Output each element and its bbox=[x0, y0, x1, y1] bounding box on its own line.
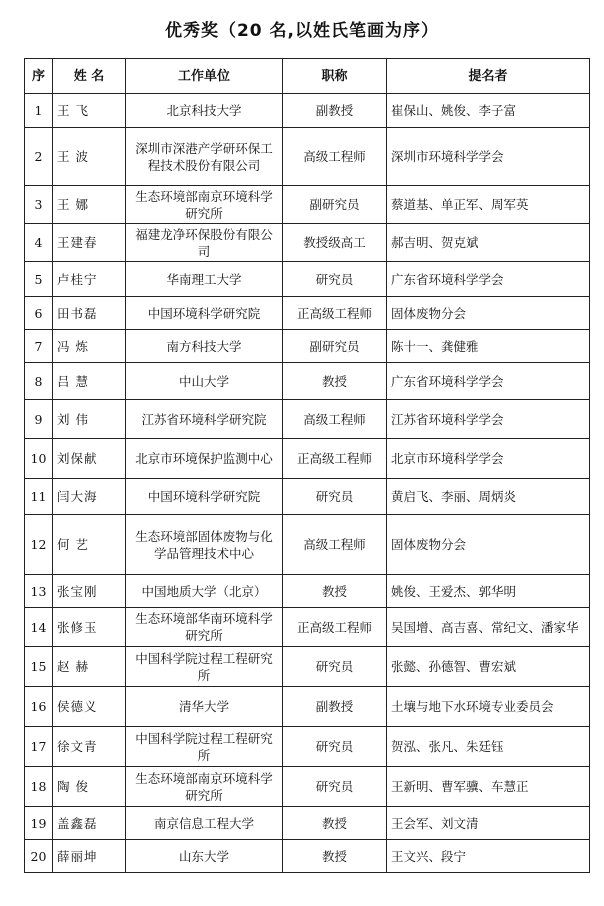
row-num: 13 bbox=[25, 575, 53, 608]
row-nominator: 贺泓、张凡、朱廷钰 bbox=[387, 727, 590, 767]
row-num: 14 bbox=[25, 608, 53, 647]
row-num: 3 bbox=[25, 186, 53, 224]
row-name: 卢桂宁 bbox=[53, 262, 126, 297]
row-org: 生态环境部南京环境科学研究所 bbox=[126, 767, 283, 807]
table-row bbox=[25, 224, 590, 262]
row-title: 正高级工程师 bbox=[283, 297, 387, 330]
row-num: 10 bbox=[25, 439, 53, 479]
row-name: 刘保献 bbox=[53, 439, 126, 479]
row-nominator: 深圳市环境科学学会 bbox=[387, 128, 590, 186]
row-org: 中国地质大学（北京） bbox=[126, 575, 283, 608]
row-nominator: 北京市环境科学学会 bbox=[387, 439, 590, 479]
row-title: 教授级高工 bbox=[283, 224, 387, 262]
row-org: 生态环境部南京环境科学研究所 bbox=[126, 186, 283, 224]
row-org: 山东大学 bbox=[126, 840, 283, 873]
row-num: 19 bbox=[25, 807, 53, 840]
row-num: 16 bbox=[25, 687, 53, 727]
row-name: 王 波 bbox=[53, 128, 126, 186]
row-title: 教授 bbox=[283, 363, 387, 400]
table-header-row bbox=[25, 59, 590, 94]
header-org: 工作单位 bbox=[126, 59, 283, 94]
row-title: 研究员 bbox=[283, 479, 387, 515]
row-title: 副研究员 bbox=[283, 186, 387, 224]
row-nominator: 郝吉明、贺克斌 bbox=[387, 224, 590, 262]
row-title: 副教授 bbox=[283, 687, 387, 727]
row-org: 北京科技大学 bbox=[126, 94, 283, 128]
table-row bbox=[25, 687, 590, 727]
row-num: 20 bbox=[25, 840, 53, 873]
row-org: 中国科学院过程工程研究所 bbox=[126, 647, 283, 687]
table-row bbox=[25, 363, 590, 400]
row-title: 研究员 bbox=[283, 727, 387, 767]
row-nominator: 张懿、孙德智、曹宏斌 bbox=[387, 647, 590, 687]
row-org: 生态环境部固体废物与化学品管理技术中心 bbox=[126, 515, 283, 575]
row-org: 华南理工大学 bbox=[126, 262, 283, 297]
row-org: 深圳市深港产学研环保工程技术股份有限公司 bbox=[126, 128, 283, 186]
row-title: 正高级工程师 bbox=[283, 439, 387, 479]
row-title: 高级工程师 bbox=[283, 515, 387, 575]
table-row bbox=[25, 515, 590, 575]
row-title: 副教授 bbox=[283, 94, 387, 128]
table-row bbox=[25, 400, 590, 439]
row-nominator: 陈十一、龚健雅 bbox=[387, 330, 590, 363]
row-title: 副研究员 bbox=[283, 330, 387, 363]
header-num: 序 bbox=[25, 59, 53, 94]
row-name: 何 艺 bbox=[53, 515, 126, 575]
row-num: 8 bbox=[25, 363, 53, 400]
table-row bbox=[25, 186, 590, 224]
row-org: 北京市环境保护监测中心 bbox=[126, 439, 283, 479]
header-name: 姓 名 bbox=[53, 59, 126, 94]
row-num: 9 bbox=[25, 400, 53, 439]
table-row bbox=[25, 767, 590, 807]
row-title: 教授 bbox=[283, 840, 387, 873]
row-nominator: 王会军、刘文清 bbox=[387, 807, 590, 840]
header-title: 职称 bbox=[283, 59, 387, 94]
table-row bbox=[25, 439, 590, 479]
row-name: 侯德义 bbox=[53, 687, 126, 727]
row-num: 15 bbox=[25, 647, 53, 687]
table-row bbox=[25, 647, 590, 687]
row-title: 教授 bbox=[283, 575, 387, 608]
row-num: 1 bbox=[25, 94, 53, 128]
row-title: 高级工程师 bbox=[283, 128, 387, 186]
award-table bbox=[24, 58, 590, 873]
row-name: 王建春 bbox=[53, 224, 126, 262]
row-name: 闫大海 bbox=[53, 479, 126, 515]
row-nominator: 王新明、曹军骥、车慧正 bbox=[387, 767, 590, 807]
row-num: 2 bbox=[25, 128, 53, 186]
row-num: 18 bbox=[25, 767, 53, 807]
row-org: 中国环境科学研究院 bbox=[126, 479, 283, 515]
row-title: 研究员 bbox=[283, 767, 387, 807]
row-nominator: 江苏省环境科学学会 bbox=[387, 400, 590, 439]
page-title: 优秀奖（20 名,以姓氏笔画为序） bbox=[164, 21, 440, 41]
row-num: 11 bbox=[25, 479, 53, 515]
row-nominator: 崔保山、姚俊、李子富 bbox=[387, 94, 590, 128]
row-nominator: 蔡道基、单正军、周军英 bbox=[387, 186, 590, 224]
row-nominator: 黄启飞、李丽、周炳炎 bbox=[387, 479, 590, 515]
row-name: 张宝刚 bbox=[53, 575, 126, 608]
row-name: 王 娜 bbox=[53, 186, 126, 224]
row-org: 中山大学 bbox=[126, 363, 283, 400]
table-row bbox=[25, 94, 590, 128]
row-num: 6 bbox=[25, 297, 53, 330]
row-nominator: 固体废物分会 bbox=[387, 515, 590, 575]
row-name: 刘 伟 bbox=[53, 400, 126, 439]
row-nominator: 固体废物分会 bbox=[387, 297, 590, 330]
table-row bbox=[25, 575, 590, 608]
row-name: 张修玉 bbox=[53, 608, 126, 647]
row-org: 南京信息工程大学 bbox=[126, 807, 283, 840]
row-name: 冯 炼 bbox=[53, 330, 126, 363]
row-org: 中国科学院过程工程研究所 bbox=[126, 727, 283, 767]
row-org: 生态环境部华南环境科学研究所 bbox=[126, 608, 283, 647]
row-org: 清华大学 bbox=[126, 687, 283, 727]
table-row bbox=[25, 479, 590, 515]
row-name: 盖鑫磊 bbox=[53, 807, 126, 840]
table-row bbox=[25, 297, 590, 330]
table-row bbox=[25, 807, 590, 840]
table-row bbox=[25, 727, 590, 767]
row-nominator: 土壤与地下水环境专业委员会 bbox=[387, 687, 590, 727]
row-name: 王 飞 bbox=[53, 94, 126, 128]
table-row bbox=[25, 262, 590, 297]
row-num: 4 bbox=[25, 224, 53, 262]
row-org: 中国环境科学研究院 bbox=[126, 297, 283, 330]
row-title: 教授 bbox=[283, 807, 387, 840]
row-org: 福建龙净环保股份有限公司 bbox=[126, 224, 283, 262]
row-nominator: 广东省环境科学学会 bbox=[387, 262, 590, 297]
row-nominator: 王文兴、段宁 bbox=[387, 840, 590, 873]
row-title: 研究员 bbox=[283, 647, 387, 687]
row-num: 17 bbox=[25, 727, 53, 767]
row-num: 12 bbox=[25, 515, 53, 575]
row-name: 薛丽坤 bbox=[53, 840, 126, 873]
row-name: 吕 慧 bbox=[53, 363, 126, 400]
row-name: 徐文青 bbox=[53, 727, 126, 767]
row-name: 赵 赫 bbox=[53, 647, 126, 687]
row-nominator: 姚俊、王爱杰、郭华明 bbox=[387, 575, 590, 608]
row-nominator: 广东省环境科学学会 bbox=[387, 363, 590, 400]
row-num: 5 bbox=[25, 262, 53, 297]
row-name: 陶 俊 bbox=[53, 767, 126, 807]
table-row bbox=[25, 840, 590, 873]
row-title: 研究员 bbox=[283, 262, 387, 297]
row-org: 南方科技大学 bbox=[126, 330, 283, 363]
row-title: 高级工程师 bbox=[283, 400, 387, 439]
table-row bbox=[25, 608, 590, 647]
row-num: 7 bbox=[25, 330, 53, 363]
row-title: 正高级工程师 bbox=[283, 608, 387, 647]
row-org: 江苏省环境科学研究院 bbox=[126, 400, 283, 439]
row-nominator: 吴国增、高吉喜、常纪文、潘家华 bbox=[387, 608, 590, 647]
table-row bbox=[25, 128, 590, 186]
row-name: 田书磊 bbox=[53, 297, 126, 330]
header-nominator: 提名者 bbox=[387, 59, 590, 94]
table-row bbox=[25, 330, 590, 363]
